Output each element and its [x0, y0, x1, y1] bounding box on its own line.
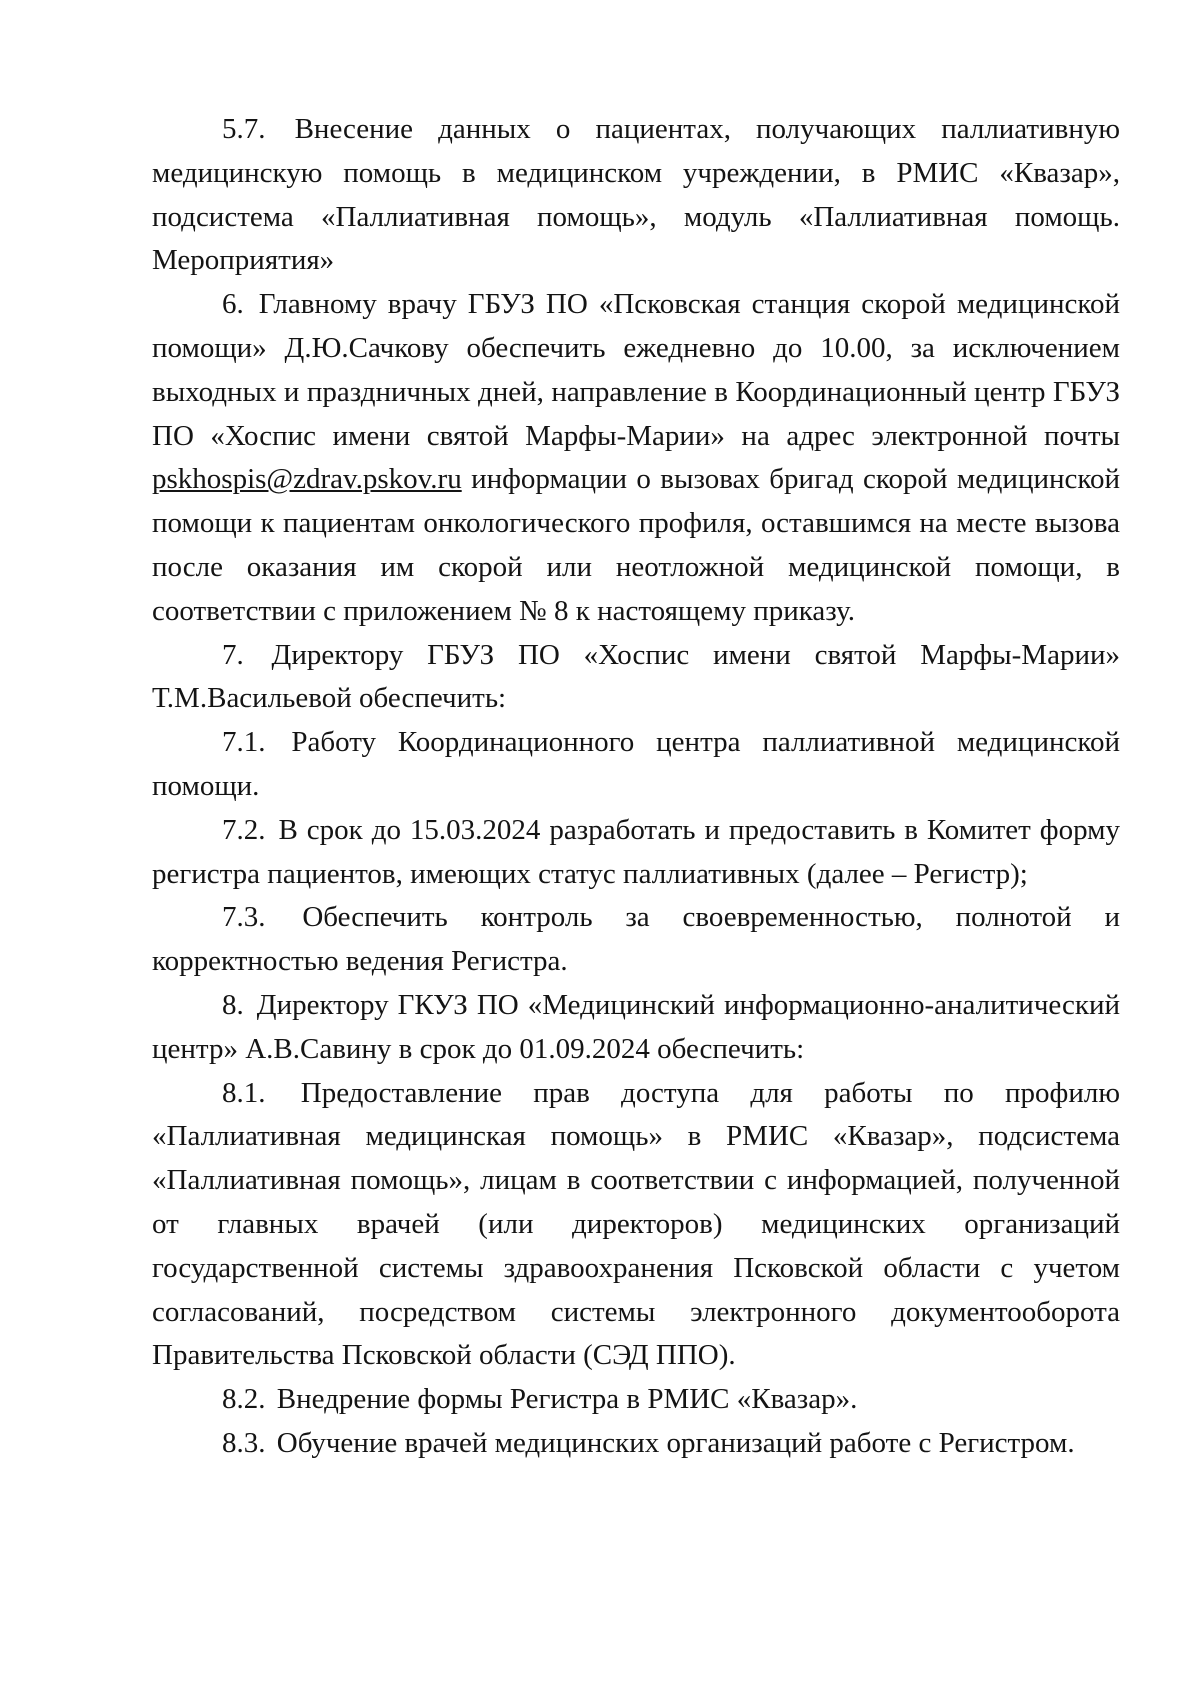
paragraph-text: Главному врачу ГБУЗ ПО «Псковская станция скорой медицинской помощи» Д.Ю.Сачкову обеспечить ежедневно до 10.00, за исключением выходных и праздничных дней, направление в Координационный центр ГБУЗ ПО «Хоспис имени святой Марфы-Марии» на адрес электронной почты	[152, 288, 1121, 452]
paragraph-7	[152, 634, 1120, 722]
email-link[interactable]: pskhospis@zdrav.pskov.ru	[152, 463, 462, 496]
paragraph-text: В срок до 15.03.2024 разработать и предоставить в Комитет форму регистра пациентов, имеющих статус паллиативных (далее – Регистр);	[152, 813, 1120, 890]
paragraph-number: 7.2.	[222, 813, 266, 846]
paragraph-8	[152, 984, 1120, 1072]
paragraph-8-2	[152, 1378, 1120, 1422]
paragraph-6	[152, 283, 1120, 633]
paragraph-text: Директору ГБУЗ ПО «Хоспис имени святой Марфы-Марии» Т.М.Васильевой обеспечить:	[152, 638, 1120, 715]
paragraph-number: 8.3.	[222, 1426, 266, 1459]
paragraph-number: 8.1.	[222, 1076, 266, 1109]
paragraph-number: 7.3.	[222, 901, 266, 934]
paragraph-text: Обучение врачей медицинских организаций работе с Регистром.	[276, 1426, 1075, 1459]
paragraph-number: 7.	[222, 638, 244, 671]
document-page	[152, 108, 1120, 1466]
paragraph-7-1	[152, 721, 1120, 809]
paragraph-text: Внедрение формы Регистра в РМИС «Квазар».	[276, 1383, 858, 1416]
paragraph-7-2	[152, 809, 1120, 897]
paragraph-text-continued: информации о вызовах бригад скорой медицинской помощи к пациентам онкологического профиля, оставшимся на месте вызова после оказания им скорой или неотложной медицинской помощи, в соответствии с приложением № 8 к настоящему приказу.	[152, 463, 1121, 627]
paragraph-text: Внесение данных о пациентах, получающих паллиативную медицинскую помощь в медицинском учреждении, в РМИС «Квазар», подсистема «Паллиативная помощь», модуль «Паллиативная помощь. Мероприятия»	[152, 113, 1121, 277]
paragraph-text: Директору ГКУЗ ПО «Медицинский информационно-аналитический центр» А.В.Савину в срок до 01.09.2024 обеспечить:	[152, 988, 1121, 1065]
paragraph-number: 7.1.	[222, 726, 266, 759]
paragraph-5-7	[152, 108, 1120, 283]
paragraph-7-3	[152, 896, 1120, 984]
paragraph-number: 5.7.	[222, 113, 266, 145]
paragraph-number: 8.	[222, 988, 244, 1021]
paragraph-text: Работу Координационного центра паллиативной медицинской помощи.	[152, 726, 1121, 802]
paragraph-8-3	[152, 1422, 1120, 1466]
paragraph-number: 6.	[222, 288, 244, 321]
paragraph-number: 8.2.	[222, 1383, 266, 1416]
paragraph-8-1	[152, 1072, 1120, 1379]
paragraph-text: Обеспечить контроль за своевременностью, полнотой и корректностью ведения Регистра.	[152, 901, 1120, 978]
paragraph-text: Предоставление прав доступа для работы по профилю «Паллиативная медицинская помощь» в РМИС «Квазар», подсистема «Паллиативная помощь», лицам в соответствии с информацией, полученной от главных врачей (или директоров) медицинских организаций государственной системы здравоохранения Псковской области с учетом согласований, посредством системы электронного документооборота Правительства Псковской области (СЭД ППО).	[152, 1076, 1121, 1372]
